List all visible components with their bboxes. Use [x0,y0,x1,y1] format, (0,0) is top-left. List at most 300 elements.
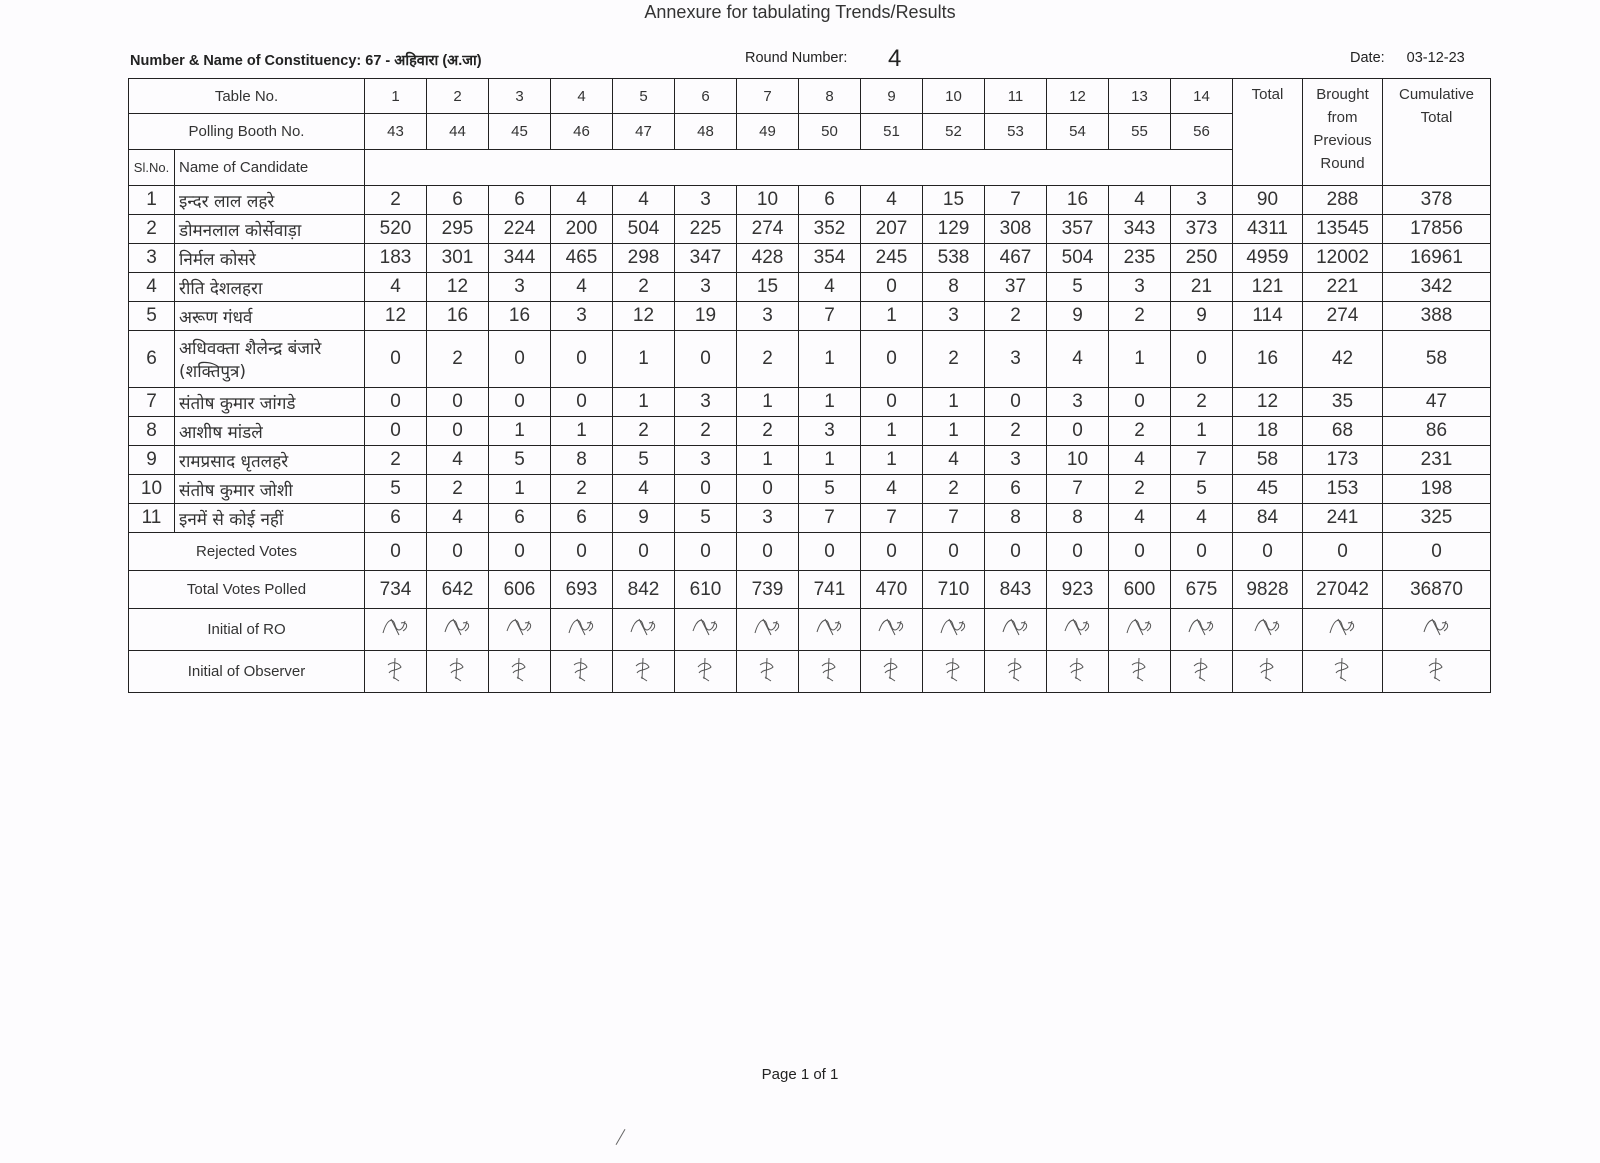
vote-cell: 4 [365,273,427,302]
vote-cell: 3 [675,446,737,475]
observer-signature-icon [1251,655,1285,683]
vote-cell: 12 [427,273,489,302]
candidate-row [129,388,1491,417]
vote-cell: 734 [365,571,427,609]
observer-signature-cell [1383,651,1491,693]
observer-signature-icon [441,655,475,683]
vote-cell: 2 [1109,417,1171,446]
vote-cell: 4 [1171,504,1233,533]
ro-signature-icon [379,613,413,641]
booth-no-cell: 55 [1109,114,1171,150]
initial-observer-row [129,651,1491,693]
vote-cell: 4 [799,273,861,302]
vote-cell: 8 [1047,504,1109,533]
vote-cell: 344 [489,244,551,273]
sl-no-cell: 10 [129,475,175,504]
observer-signature-icon [627,655,661,683]
vote-cell: 19 [675,302,737,331]
vote-cell: 470 [861,571,923,609]
date-block [1350,50,1465,66]
sl-no-cell: 9 [129,446,175,475]
vote-cell: 0 [737,475,799,504]
table-no-cell: 6 [675,79,737,114]
vote-cell: 1 [737,446,799,475]
vote-cell: 274 [737,215,799,244]
observer-signature-cell [737,651,799,693]
table-no-cell: 14 [1171,79,1233,114]
total-cell: 9828 [1233,571,1303,609]
vote-cell: 504 [613,215,675,244]
vote-cell: 4 [551,273,613,302]
candidate-name-cell [175,215,365,244]
date-value: 03-12-23 [1406,50,1465,66]
vote-cell: 2 [1171,388,1233,417]
observer-signature-cell [489,651,551,693]
candidate-name: इन्दर लाल लहरे [179,191,275,212]
candidate-name: निर्मल कोसरे [179,249,256,270]
vote-cell: 343 [1109,215,1171,244]
ro-signature-cell [1303,609,1383,651]
vote-cell: 3 [985,331,1047,388]
candidate-row [129,244,1491,273]
vote-cell: 7 [1047,475,1109,504]
brought-line: Brought [1316,86,1369,103]
observer-signature-icon [689,655,723,683]
candidate-row [129,273,1491,302]
sl-no-cell: 1 [129,186,175,215]
candidate-row [129,331,1491,388]
ro-signature-cell [861,609,923,651]
sl-no-cell: 8 [129,417,175,446]
ro-signature-icon [1251,613,1285,641]
ro-signature-icon [1123,613,1157,641]
ro-signature-icon [813,613,847,641]
vote-cell: 642 [427,571,489,609]
vote-cell: 1 [861,417,923,446]
candidate-row [129,475,1491,504]
vote-cell: 16 [427,302,489,331]
cumulative-line: Cumulative [1398,86,1475,103]
vote-cell: 15 [923,186,985,215]
vote-cell: 4 [861,475,923,504]
vote-cell: 2 [675,417,737,446]
booth-no-cell: 56 [1171,114,1233,150]
initial-ro-row [129,609,1491,651]
observer-signature-cell [799,651,861,693]
observer-signature-icon [1326,655,1360,683]
brought-cell: 68 [1303,417,1383,446]
vote-cell: 3 [985,446,1047,475]
candidate-row [129,446,1491,475]
vote-cell: 1 [737,388,799,417]
vote-cell: 739 [737,571,799,609]
vote-cell: 4 [1109,186,1171,215]
vote-cell: 600 [1109,571,1171,609]
observer-signature-icon [1123,655,1157,683]
vote-cell: 0 [551,388,613,417]
candidate-name: रीति देशलहरा [179,278,263,299]
vote-cell: 3 [675,273,737,302]
observer-signature-icon [751,655,785,683]
candidate-name-cell [175,475,365,504]
table-no-cell: 3 [489,79,551,114]
vote-cell: 4 [1047,331,1109,388]
booth-no-cell: 47 [613,114,675,150]
table-no-cell: 11 [985,79,1047,114]
vote-cell: 200 [551,215,613,244]
vote-cell: 0 [861,533,923,571]
vote-cell: 235 [1109,244,1171,273]
sl-no-cell: 11 [129,504,175,533]
initial-ro-row-label: Initial of RO [129,609,365,651]
table-no-cell: 2 [427,79,489,114]
ro-signature-cell [1383,609,1491,651]
vote-cell: 6 [551,504,613,533]
cumulative-cell: 231 [1383,446,1491,475]
vote-cell: 207 [861,215,923,244]
candidate-name-line2: (शक्तिपुत्र) [179,362,247,382]
vote-cell: 301 [427,244,489,273]
ro-signature-icon [503,613,537,641]
cumulative-cell: 342 [1383,273,1491,302]
vote-cell: 3 [675,186,737,215]
vote-cell: 0 [985,533,1047,571]
vote-cell: 4 [1109,504,1171,533]
brought-line: Round [1320,155,1365,172]
candidate-name: आशीष मांडले [179,422,263,443]
observer-signature-icon [503,655,537,683]
vote-cell: 3 [1171,186,1233,215]
candidate-name-cell [175,446,365,475]
observer-signature-cell [1047,651,1109,693]
booth-no-cell: 54 [1047,114,1109,150]
total-cell: 84 [1233,504,1303,533]
vote-cell: 6 [799,186,861,215]
vote-cell: 224 [489,215,551,244]
vote-cell: 1 [551,417,613,446]
candidate-name-cell [175,186,365,215]
blank-cell [365,150,1233,186]
cumulative-cell: 17856 [1383,215,1491,244]
observer-signature-cell [1233,651,1303,693]
table-number-row [129,79,1491,114]
observer-signature-cell [1109,651,1171,693]
vote-cell: 428 [737,244,799,273]
vote-cell: 923 [1047,571,1109,609]
vote-cell: 1 [861,302,923,331]
table-no-label: Table No. [129,79,365,114]
vote-cell: 606 [489,571,551,609]
vote-cell: 0 [861,388,923,417]
ro-signature-icon [751,613,785,641]
vote-cell: 0 [861,331,923,388]
total-cell: 4311 [1233,215,1303,244]
vote-cell: 4 [427,446,489,475]
results-table [128,78,1491,693]
total-votes-polled-row-label: Total Votes Polled [129,571,365,609]
vote-cell: 1 [799,388,861,417]
vote-cell: 298 [613,244,675,273]
ro-signature-icon [937,613,971,641]
vote-cell: 0 [613,533,675,571]
observer-signature-cell [365,651,427,693]
vote-cell: 4 [613,186,675,215]
vote-cell: 0 [1171,331,1233,388]
total-header: Total [1233,79,1303,186]
candidate-name-cell [175,331,365,388]
vote-cell: 7 [923,504,985,533]
candidate-name: डोमनलाल कोर्सेवाड़ा [179,220,302,241]
vote-cell: 1 [923,388,985,417]
vote-cell: 0 [985,388,1047,417]
brought-cell: 241 [1303,504,1383,533]
vote-cell: 0 [923,533,985,571]
ro-signature-icon [689,613,723,641]
vote-cell: 37 [985,273,1047,302]
brought-cell: 153 [1303,475,1383,504]
observer-signature-icon [1061,655,1095,683]
initial-observer-row-label: Initial of Observer [129,651,365,693]
ro-signature-cell [613,609,675,651]
vote-cell: 0 [365,417,427,446]
vote-cell: 10 [737,186,799,215]
vote-cell: 15 [737,273,799,302]
vote-cell: 12 [613,302,675,331]
vote-cell: 6 [985,475,1047,504]
vote-cell: 8 [985,504,1047,533]
vote-cell: 1 [613,388,675,417]
table-no-cell: 7 [737,79,799,114]
vote-cell: 6 [427,186,489,215]
vote-cell: 3 [551,302,613,331]
booth-no-cell: 52 [923,114,985,150]
brought-cell: 288 [1303,186,1383,215]
ro-signature-cell [675,609,737,651]
ro-signature-cell [799,609,861,651]
observer-signature-icon [565,655,599,683]
vote-cell: 3 [737,302,799,331]
vote-cell: 5 [613,446,675,475]
vote-cell: 347 [675,244,737,273]
observer-signature-icon [1420,655,1454,683]
candidate-name: अधिवक्ता शैलेन्द्र बंजारे [179,339,322,359]
round-label: Round Number: [745,50,848,66]
sl-no-cell: 5 [129,302,175,331]
total-cell: 16 [1233,331,1303,388]
vote-cell: 3 [1109,273,1171,302]
vote-cell: 2 [737,331,799,388]
brought-cell: 12002 [1303,244,1383,273]
candidate-name-cell [175,388,365,417]
cumulative-total-header [1383,79,1491,186]
cumulative-cell: 47 [1383,388,1491,417]
vote-cell: 5 [1047,273,1109,302]
vote-cell: 0 [551,331,613,388]
observer-signature-cell [613,651,675,693]
constituency-label: Number & Name of Constituency: 67 - अहिवारा (अ.जा) [130,53,482,69]
sl-no-cell: 7 [129,388,175,417]
brought-cell: 274 [1303,302,1383,331]
vote-cell: 3 [737,504,799,533]
vote-cell: 9 [1047,302,1109,331]
candidate-name-cell [175,302,365,331]
vote-cell: 16 [489,302,551,331]
observer-signature-icon [379,655,413,683]
candidate-name-label: Name of Candidate [175,150,365,186]
ro-signature-icon [1420,613,1454,641]
observer-signature-cell [923,651,985,693]
observer-signature-icon [937,655,971,683]
vote-cell: 0 [1047,533,1109,571]
sl-no-cell: 4 [129,273,175,302]
vote-cell: 295 [427,215,489,244]
sl-no-cell: 3 [129,244,175,273]
vote-cell: 0 [489,533,551,571]
total-cell: 0 [1233,533,1303,571]
booth-no-cell: 48 [675,114,737,150]
vote-cell: 7 [861,504,923,533]
total-cell: 58 [1233,446,1303,475]
ro-signature-cell [1233,609,1303,651]
cumulative-cell: 325 [1383,504,1491,533]
vote-cell: 504 [1047,244,1109,273]
booth-no-cell: 50 [799,114,861,150]
observer-signature-cell [861,651,923,693]
vote-cell: 465 [551,244,613,273]
candidate-name: संतोष कुमार जोशी [179,480,293,501]
ro-signature-icon [1185,613,1219,641]
vote-cell: 6 [365,504,427,533]
booth-no-cell: 49 [737,114,799,150]
polling-booth-label: Polling Booth No. [129,114,365,150]
vote-cell: 5 [799,475,861,504]
candidate-name-cell [175,273,365,302]
candidate-row [129,417,1491,446]
vote-cell: 1 [799,446,861,475]
candidate-name: अरूण गंधर्व [179,307,253,328]
brought-line: from [1327,109,1358,126]
cumulative-cell: 378 [1383,186,1491,215]
ro-signature-icon [1061,613,1095,641]
table-no-cell: 9 [861,79,923,114]
vote-cell: 520 [365,215,427,244]
vote-cell: 2 [737,417,799,446]
candidate-name: रामप्रसाद धृतलहरे [179,451,289,472]
candidate-name-cell [175,504,365,533]
candidate-row [129,302,1491,331]
vote-cell: 0 [737,533,799,571]
vote-cell: 6 [489,186,551,215]
total-cell: 90 [1233,186,1303,215]
vote-cell: 0 [675,475,737,504]
observer-signature-cell [551,651,613,693]
vote-cell: 1 [489,475,551,504]
observer-signature-icon [1185,655,1219,683]
cumulative-cell: 36870 [1383,571,1491,609]
vote-cell: 710 [923,571,985,609]
brought-cell: 0 [1303,533,1383,571]
vote-cell: 2 [985,302,1047,331]
cumulative-cell: 198 [1383,475,1491,504]
vote-cell: 9 [613,504,675,533]
date-label: Date: [1350,50,1385,66]
booth-no-cell: 53 [985,114,1047,150]
vote-cell: 1 [861,446,923,475]
vote-cell: 0 [365,533,427,571]
booth-no-cell: 46 [551,114,613,150]
table-no-cell: 5 [613,79,675,114]
vote-cell: 538 [923,244,985,273]
vote-cell: 183 [365,244,427,273]
vote-cell: 4 [551,186,613,215]
ro-signature-cell [551,609,613,651]
vote-cell: 3 [489,273,551,302]
brought-cell: 27042 [1303,571,1383,609]
total-cell: 4959 [1233,244,1303,273]
vote-cell: 373 [1171,215,1233,244]
vote-cell: 6 [489,504,551,533]
vote-cell: 1 [1109,331,1171,388]
candidate-row [129,504,1491,533]
candidate-name: इनमें से कोई नहीं [179,509,284,530]
observer-signature-icon [875,655,909,683]
brought-line: Previous [1313,132,1372,149]
vote-cell: 842 [613,571,675,609]
cumulative-cell: 388 [1383,302,1491,331]
vote-cell: 0 [675,331,737,388]
vote-cell: 7 [799,302,861,331]
table-no-cell: 10 [923,79,985,114]
ro-signature-icon [999,613,1033,641]
vote-cell: 5 [365,475,427,504]
ro-signature-cell [737,609,799,651]
ro-signature-cell [923,609,985,651]
observer-signature-icon [999,655,1033,683]
cumulative-cell: 16961 [1383,244,1491,273]
booth-no-cell: 43 [365,114,427,150]
vote-cell: 0 [427,417,489,446]
candidate-name-cell [175,244,365,273]
vote-cell: 3 [799,417,861,446]
brought-cell: 42 [1303,331,1383,388]
vote-cell: 9 [1171,302,1233,331]
ro-signature-icon [627,613,661,641]
vote-cell: 1 [1171,417,1233,446]
vote-cell: 10 [1047,446,1109,475]
total-cell: 45 [1233,475,1303,504]
vote-cell: 467 [985,244,1047,273]
ro-signature-cell [985,609,1047,651]
total-cell: 18 [1233,417,1303,446]
vote-cell: 7 [985,186,1047,215]
vote-cell: 4 [923,446,985,475]
vote-cell: 225 [675,215,737,244]
cumulative-cell: 0 [1383,533,1491,571]
vote-cell: 2 [365,446,427,475]
ro-signature-icon [565,613,599,641]
cumulative-cell: 86 [1383,417,1491,446]
candidate-row [129,186,1491,215]
vote-cell: 675 [1171,571,1233,609]
vote-cell: 1 [489,417,551,446]
vote-cell: 2 [923,475,985,504]
table-no-cell: 13 [1109,79,1171,114]
vote-cell: 4 [613,475,675,504]
ro-signature-cell [1047,609,1109,651]
vote-cell: 5 [1171,475,1233,504]
vote-cell: 2 [1109,302,1171,331]
vote-cell: 357 [1047,215,1109,244]
